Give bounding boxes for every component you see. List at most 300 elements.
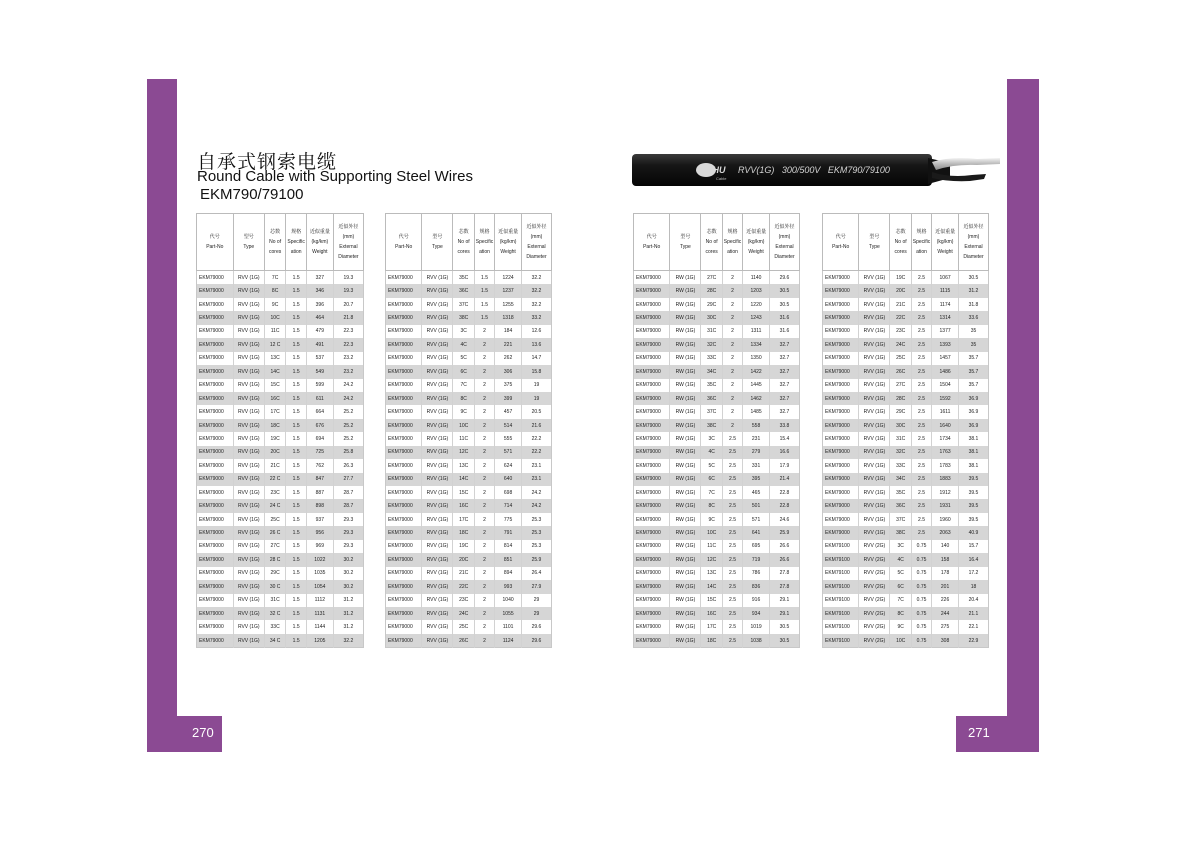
cell-type: RVV (1G) xyxy=(233,526,264,539)
cell-diameter: 29.1 xyxy=(769,607,799,620)
cell-diameter: 30.2 xyxy=(343,570,354,577)
cell-type: RVV (1G) xyxy=(422,405,453,418)
cell-diameter: 25.9 xyxy=(769,526,799,539)
cell-type: RVV (1G) xyxy=(422,553,453,566)
cell-part-no: EKM79000 xyxy=(823,298,859,311)
header-line: External xyxy=(964,243,983,250)
cell-specification: 1.5 xyxy=(286,540,306,553)
cell-part-no: EKM79000 xyxy=(197,446,234,459)
cell-diameter: 25.2 xyxy=(343,435,354,442)
cell-weight: 916 xyxy=(743,594,770,607)
cell-type: RVV (1G) xyxy=(422,634,453,648)
column-header-diameter xyxy=(958,214,988,271)
cell-part-no: EKM79000 xyxy=(197,540,234,553)
table-row xyxy=(823,486,989,499)
header-line: Type xyxy=(243,243,255,250)
cell-weight: 184 xyxy=(495,325,522,338)
cell-part-no: EKM79100 xyxy=(823,594,859,607)
cell-diameter: 27.8 xyxy=(769,580,799,593)
header-line: Part-No xyxy=(832,243,850,250)
cell-weight: 1504 xyxy=(932,379,959,392)
header-line: Diameter xyxy=(338,253,359,260)
cell-diameter: 30.5 xyxy=(779,624,790,631)
table-row xyxy=(634,580,800,593)
table-row xyxy=(386,271,552,285)
cell-specification: 2.5 xyxy=(911,432,931,445)
cell-weight: 537 xyxy=(306,352,333,365)
cell-weight: 1203 xyxy=(743,284,770,297)
cell-cores: 22 C xyxy=(264,473,286,486)
cell-type: RW (1G) xyxy=(670,580,701,593)
cell-cores: 26 C xyxy=(264,526,286,539)
cell-part-no: EKM79000 xyxy=(634,580,670,593)
table-row xyxy=(634,405,800,418)
cell-specification: 2 xyxy=(722,365,742,378)
cell-part-no: EKM79000 xyxy=(197,379,234,392)
cell-cores: 23C xyxy=(264,486,286,499)
cell-diameter: 29.1 xyxy=(779,597,790,604)
table-row xyxy=(386,392,552,405)
cell-weight: 1035 xyxy=(306,567,333,580)
column-header-type xyxy=(670,214,701,271)
cell-specification: 2 xyxy=(474,594,494,607)
cell-type: RVV (1G) xyxy=(422,446,453,459)
cell-cores: 17C xyxy=(453,513,474,526)
cell-part-no: EKM79000 xyxy=(197,284,234,297)
cell-specification: 1.5 xyxy=(474,298,494,311)
cell-diameter: 24.2 xyxy=(333,392,363,405)
cell-type: RW (1G) xyxy=(670,540,701,553)
cell-part-no: EKM79000 xyxy=(197,486,234,499)
table-row xyxy=(386,379,552,392)
table-row xyxy=(197,526,364,539)
cell-part-no: EKM79000 xyxy=(197,325,234,338)
cell-cores: 28C xyxy=(890,392,911,405)
cell-cores: 14C xyxy=(701,580,722,593)
cell-specification: 2.5 xyxy=(722,540,742,553)
table-row xyxy=(386,580,552,593)
table-row xyxy=(386,620,552,633)
cell-part-no: EKM79000 xyxy=(386,567,422,580)
table-row xyxy=(634,459,800,472)
cell-part-no: EKM79000 xyxy=(634,271,670,285)
cell-diameter: 36.9 xyxy=(968,409,979,416)
cell-specification: 2 xyxy=(474,607,494,620)
cell-weight: 399 xyxy=(495,392,522,405)
table-row xyxy=(823,459,989,472)
table-row xyxy=(197,607,364,620)
table-row xyxy=(197,634,364,648)
cell-diameter: 35.7 xyxy=(958,365,988,378)
cell-diameter: 35.7 xyxy=(968,355,979,362)
header-line: (mm) xyxy=(967,233,980,240)
cell-type: RW (1G) xyxy=(670,594,701,607)
header-line: No of xyxy=(705,238,718,245)
header-line: Type xyxy=(869,243,880,250)
cell-specification: 2 xyxy=(722,284,742,297)
table-row xyxy=(386,499,552,512)
cell-part-no: EKM79000 xyxy=(197,419,234,432)
cell-type: RVV (1G) xyxy=(422,567,453,580)
cell-diameter: 26.6 xyxy=(769,553,799,566)
cell-specification: 0.75 xyxy=(911,567,931,580)
cell-diameter: 32.7 xyxy=(769,338,799,351)
cell-weight: 775 xyxy=(495,513,522,526)
cell-specification: 2.5 xyxy=(911,486,931,499)
cell-part-no: EKM79000 xyxy=(386,594,422,607)
cell-diameter: 32.7 xyxy=(779,382,790,389)
cell-type: RVV (1G) xyxy=(422,284,453,297)
header-line: (kg/km) xyxy=(499,238,517,245)
cell-diameter: 31.2 xyxy=(333,607,363,620)
cell-cores: 8C xyxy=(701,499,722,512)
cell-type: RW (1G) xyxy=(670,473,701,486)
column-header-cores xyxy=(264,214,286,271)
table-row xyxy=(197,392,364,405)
cell-weight: 279 xyxy=(743,446,770,459)
cell-cores: 11C xyxy=(264,325,286,338)
cell-type: RVV (1G) xyxy=(233,634,264,648)
cell-diameter: 21.6 xyxy=(521,419,551,432)
header-line: 芯数 xyxy=(270,228,281,235)
cell-type: RW (1G) xyxy=(670,338,701,351)
cell-specification: 2.5 xyxy=(911,325,931,338)
table-row xyxy=(634,620,800,633)
cell-type: RVV (2G) xyxy=(859,607,890,620)
cell-cores: 12 C xyxy=(264,338,286,351)
cell-weight: 814 xyxy=(495,540,522,553)
cell-part-no: EKM79000 xyxy=(634,486,670,499)
cell-specification: 1.5 xyxy=(286,594,306,607)
table-row xyxy=(386,540,552,553)
cell-weight: 571 xyxy=(495,446,522,459)
cell-specification: 2 xyxy=(474,634,494,648)
cell-cores: 16C xyxy=(453,499,474,512)
cell-cores: 11C xyxy=(701,540,722,553)
cell-part-no: EKM79000 xyxy=(197,405,234,418)
cell-weight: 1101 xyxy=(495,620,522,633)
cell-specification: 2.5 xyxy=(911,405,931,418)
cell-type: RW (1G) xyxy=(670,553,701,566)
cell-part-no: EKM79000 xyxy=(823,459,859,472)
cell-diameter: 26.6 xyxy=(779,543,790,550)
header-line: 近似外径 xyxy=(774,223,795,230)
table-row xyxy=(634,311,800,324)
cell-type: RVV (1G) xyxy=(859,352,890,365)
cell-weight: 1255 xyxy=(495,298,522,311)
header-line: 型号 xyxy=(432,233,443,240)
column-header-part-no xyxy=(634,214,670,271)
cell-part-no: EKM79000 xyxy=(386,392,422,405)
cell-diameter: 29.3 xyxy=(343,516,354,523)
cell-specification: 2 xyxy=(474,338,494,351)
cell-diameter: 21.8 xyxy=(333,311,363,324)
cell-type: RVV (2G) xyxy=(859,594,890,607)
cell-type: RVV (1G) xyxy=(859,473,890,486)
table-row xyxy=(386,338,552,351)
cell-specification: 2.5 xyxy=(911,338,931,351)
header-line: External xyxy=(527,243,546,250)
cell-part-no: EKM79000 xyxy=(634,526,670,539)
cell-type: RW (1G) xyxy=(670,607,701,620)
cell-cores: 8C xyxy=(890,607,911,620)
cell-type: RVV (1G) xyxy=(233,325,264,338)
header-line: Type xyxy=(432,243,443,250)
cell-part-no: EKM79000 xyxy=(386,499,422,512)
cell-weight: 1485 xyxy=(743,405,770,418)
cell-part-no: EKM79000 xyxy=(386,284,422,297)
cell-specification: 1.5 xyxy=(286,284,306,297)
cell-diameter: 24.2 xyxy=(521,499,551,512)
table-row xyxy=(823,405,989,418)
header-line: No of xyxy=(269,238,282,245)
cell-specification: 2 xyxy=(722,271,742,285)
cell-part-no: EKM79000 xyxy=(823,325,859,338)
cell-specification: 2 xyxy=(474,486,494,499)
cell-diameter: 15.8 xyxy=(521,365,551,378)
cell-part-no: EKM79000 xyxy=(634,513,670,526)
cell-part-no: EKM79000 xyxy=(823,499,859,512)
page-number-right: 271 xyxy=(968,725,990,740)
cell-part-no: EKM79000 xyxy=(634,365,670,378)
cell-diameter: 26.4 xyxy=(531,570,542,577)
cell-specification: 1.5 xyxy=(286,634,306,648)
column-header-diameter xyxy=(333,214,363,271)
cell-specification: 2.5 xyxy=(722,580,742,593)
table-row xyxy=(634,446,800,459)
cell-diameter: 32.2 xyxy=(333,634,363,648)
cell-diameter: 19 xyxy=(521,392,551,405)
column-header-weight xyxy=(932,214,959,271)
cell-cores: 9C xyxy=(453,405,474,418)
header-line: 规格 xyxy=(727,228,738,235)
cell-weight: 1022 xyxy=(306,553,333,566)
cell-diameter: 14.7 xyxy=(531,355,542,362)
cell-weight: 640 xyxy=(495,473,522,486)
header-line: ation xyxy=(479,248,490,255)
cell-cores: 3C xyxy=(701,432,722,445)
cell-diameter: 38.1 xyxy=(968,462,979,469)
cell-diameter: 23.2 xyxy=(343,355,354,362)
cell-diameter: 33.2 xyxy=(521,311,551,324)
column-header-part-no xyxy=(197,214,234,271)
table-header-row xyxy=(386,214,552,271)
cell-type: RVV (1G) xyxy=(859,325,890,338)
cell-cores: 7C xyxy=(264,271,286,285)
cell-weight: 894 xyxy=(495,567,522,580)
cell-weight: 140 xyxy=(932,540,959,553)
cell-cores: 18C xyxy=(701,634,722,648)
cell-weight: 1592 xyxy=(932,392,959,405)
table-row xyxy=(823,298,989,311)
cell-type: RW (1G) xyxy=(670,486,701,499)
cell-specification: 2 xyxy=(474,513,494,526)
table-row xyxy=(634,419,800,432)
cell-weight: 1224 xyxy=(495,271,522,285)
cell-diameter: 15.4 xyxy=(779,435,790,442)
cell-type: RW (1G) xyxy=(670,499,701,512)
cell-diameter: 35 xyxy=(958,338,988,351)
cell-part-no: EKM79100 xyxy=(823,540,859,553)
header-line: ation xyxy=(916,248,927,255)
column-header-diameter xyxy=(521,214,551,271)
table-row xyxy=(823,580,989,593)
cell-weight: 1124 xyxy=(495,634,522,648)
cell-type: RVV (2G) xyxy=(859,567,890,580)
header-line: (kg/km) xyxy=(747,238,765,245)
cell-cores: 17C xyxy=(701,620,722,633)
cell-weight: 599 xyxy=(306,379,333,392)
cell-diameter: 29.3 xyxy=(333,526,363,539)
header-line: 代号 xyxy=(209,233,220,240)
cell-weight: 791 xyxy=(495,526,522,539)
cell-part-no: EKM79000 xyxy=(823,392,859,405)
cell-specification: 2 xyxy=(474,325,494,338)
cell-specification: 1.5 xyxy=(286,419,306,432)
cell-diameter: 35 xyxy=(970,328,977,335)
cell-type: RW (1G) xyxy=(670,392,701,405)
cell-cores: 31C xyxy=(701,325,722,338)
cell-type: RVV (1G) xyxy=(859,392,890,405)
cell-diameter: 29.3 xyxy=(343,543,354,550)
header-line: Diameter xyxy=(963,253,984,260)
cell-weight: 555 xyxy=(495,432,522,445)
cell-diameter: 29.6 xyxy=(531,624,542,631)
cell-cores: 29C xyxy=(890,405,911,418)
cell-part-no: EKM79000 xyxy=(386,607,422,620)
cell-cores: 33C xyxy=(890,459,911,472)
cell-weight: 1783 xyxy=(932,459,959,472)
cell-part-no: EKM79000 xyxy=(386,540,422,553)
cell-weight: 514 xyxy=(495,419,522,432)
cell-part-no: EKM79000 xyxy=(197,473,234,486)
cell-weight: 1486 xyxy=(932,365,959,378)
cell-cores: 7C xyxy=(890,594,911,607)
header-line: Specific xyxy=(723,238,742,245)
table-row xyxy=(634,379,800,392)
header-line: 芯数 xyxy=(706,228,717,235)
cell-cores: 13C xyxy=(453,459,474,472)
cell-specification: 2 xyxy=(474,567,494,580)
cell-type: RW (1G) xyxy=(670,432,701,445)
cell-specification: 2 xyxy=(474,419,494,432)
table-row xyxy=(634,338,800,351)
cell-type: RW (1G) xyxy=(670,513,701,526)
table-row xyxy=(823,594,989,607)
cell-type: RVV (1G) xyxy=(859,499,890,512)
table-row xyxy=(197,352,364,365)
table-row xyxy=(386,432,552,445)
cell-specification: 2.5 xyxy=(911,271,931,285)
cell-weight: 226 xyxy=(932,594,959,607)
cell-type: RW (1G) xyxy=(670,325,701,338)
cell-cores: 19C xyxy=(453,540,474,553)
table-row xyxy=(634,432,800,445)
cell-part-no: EKM79000 xyxy=(386,298,422,311)
cell-type: RVV (1G) xyxy=(422,513,453,526)
cell-weight: 1393 xyxy=(932,338,959,351)
table-row xyxy=(634,325,800,338)
cell-weight: 1350 xyxy=(743,352,770,365)
header-line: Part-No xyxy=(395,243,413,250)
cell-type: RVV (1G) xyxy=(859,284,890,297)
cell-type: RVV (1G) xyxy=(233,540,264,553)
cell-part-no: EKM79000 xyxy=(634,446,670,459)
cell-type: RVV (2G) xyxy=(859,580,890,593)
cell-part-no: EKM79100 xyxy=(823,607,859,620)
cell-diameter: 32.2 xyxy=(531,274,542,281)
table-row xyxy=(823,338,989,351)
header-line: 代号 xyxy=(398,233,409,240)
table-row xyxy=(634,513,800,526)
cell-specification: 2.5 xyxy=(722,634,742,648)
cell-cores: 29C xyxy=(264,567,286,580)
column-header-cores xyxy=(701,214,722,271)
cell-specification: 2 xyxy=(474,553,494,566)
cell-type: RVV (1G) xyxy=(422,620,453,633)
table-row xyxy=(197,499,364,512)
header-line: 型号 xyxy=(869,233,880,240)
header-line: 芯数 xyxy=(895,228,906,235)
cell-part-no: EKM79000 xyxy=(634,325,670,338)
cell-type: RVV (1G) xyxy=(233,271,264,285)
cell-type: RVV (1G) xyxy=(233,446,264,459)
cell-type: RVV (1G) xyxy=(859,419,890,432)
cell-diameter: 19 xyxy=(533,382,540,389)
cell-type: RVV (1G) xyxy=(422,352,453,365)
cell-type: RVV (1G) xyxy=(422,499,453,512)
table-row xyxy=(386,634,552,648)
cell-part-no: EKM79000 xyxy=(197,553,234,566)
cell-part-no: EKM79000 xyxy=(197,594,234,607)
cell-cores: 19C xyxy=(264,432,286,445)
table-row xyxy=(197,379,364,392)
cell-cores: 23C xyxy=(453,594,474,607)
cell-type: RVV (1G) xyxy=(859,338,890,351)
cell-specification: 2.5 xyxy=(911,419,931,432)
cell-type: RW (1G) xyxy=(670,405,701,418)
cell-cores: 36C xyxy=(890,499,911,512)
cell-cores: 26C xyxy=(453,634,474,648)
cell-type: RVV (1G) xyxy=(859,271,890,285)
header-line: Diameter xyxy=(774,253,795,260)
cell-weight: 308 xyxy=(932,634,959,648)
cell-cores: 34 C xyxy=(264,634,286,648)
table-row xyxy=(634,634,800,648)
table-row xyxy=(197,271,364,285)
cell-specification: 1.5 xyxy=(286,271,306,285)
cell-part-no: EKM79000 xyxy=(634,432,670,445)
cell-weight: 396 xyxy=(306,298,333,311)
cell-diameter: 21.4 xyxy=(769,473,799,486)
cell-type: RVV (2G) xyxy=(859,540,890,553)
cell-specification: 2.5 xyxy=(722,432,742,445)
cell-specification: 2 xyxy=(474,499,494,512)
cell-diameter: 29 xyxy=(521,607,551,620)
cell-part-no: EKM79000 xyxy=(386,419,422,432)
header-line: 近似外径 xyxy=(963,223,984,230)
cell-type: RVV (1G) xyxy=(422,473,453,486)
cell-weight: 719 xyxy=(743,553,770,566)
cell-diameter: 30.5 xyxy=(779,301,790,308)
cell-weight: 898 xyxy=(306,499,333,512)
cell-specification: 2.5 xyxy=(911,459,931,472)
header-line: Type xyxy=(680,243,691,250)
header-line: ation xyxy=(727,248,738,255)
cell-weight: 375 xyxy=(495,379,522,392)
cell-type: RVV (1G) xyxy=(859,446,890,459)
table-row xyxy=(386,284,552,297)
